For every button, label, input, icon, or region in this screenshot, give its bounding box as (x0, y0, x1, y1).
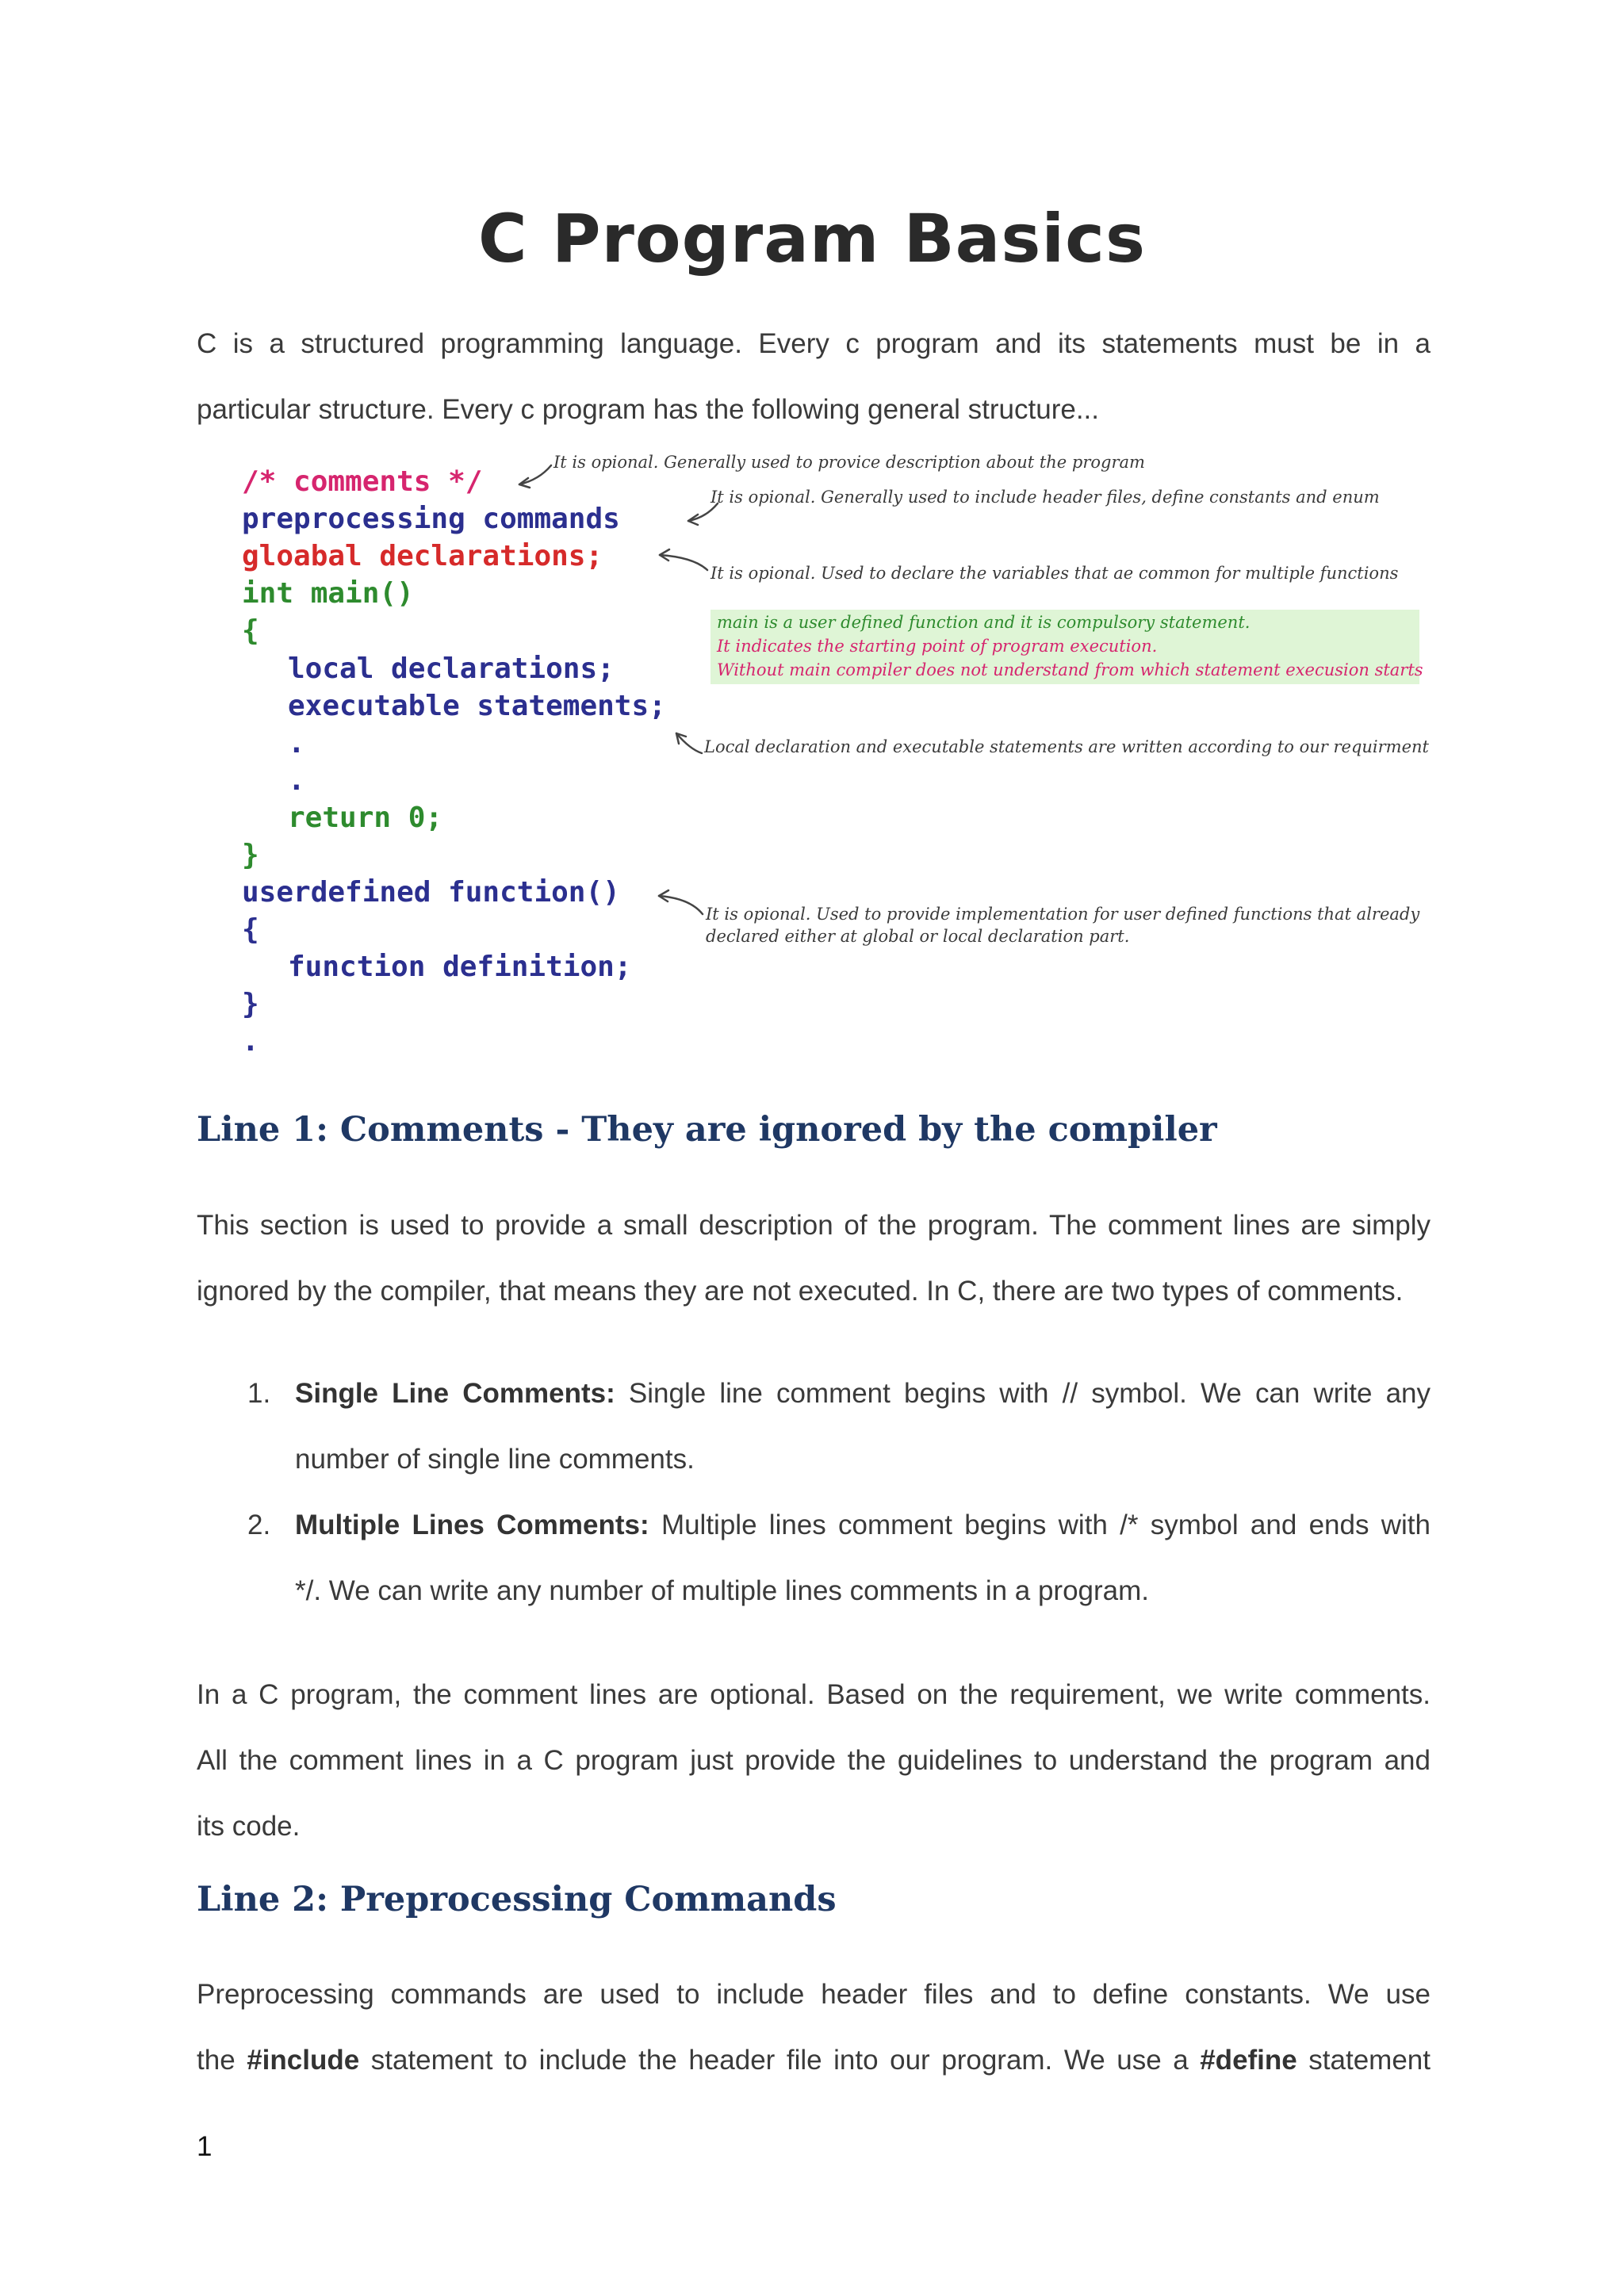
code-dot-2: . (288, 764, 305, 797)
comment-types-list (197, 1360, 1431, 1624)
note-comments: It is opional. Generally used to provice description about the program (553, 453, 1145, 472)
intro-paragraph (197, 311, 1431, 442)
list-text-line-2: number of single line comments. (295, 1444, 695, 1475)
code-dot-1: . (288, 727, 305, 760)
text-segment: statement (1297, 2045, 1431, 2076)
list-number: 1. (247, 1378, 271, 1409)
section1-p2-line-1: In a C program, the comment lines are optional. Based on the requirement, we write comments. (197, 1679, 1431, 1710)
section2-paragraph (197, 1961, 1431, 2093)
code-close-brace-2: } (242, 988, 259, 1020)
section1-p2-line-3: its code. (197, 1811, 301, 1842)
note-userfn-1: It is opional. Used to provide implementation for user defined functions that already (706, 905, 1420, 924)
arrow-global-icon (660, 555, 707, 570)
code-main: int main() (242, 577, 414, 610)
main-note-line-2: It indicates the starting point of program execution. (717, 637, 1158, 656)
note-global: It is opional. Used to declare the variables that ae common for multiple functions (710, 564, 1399, 583)
define-keyword: #define (1200, 2045, 1297, 2076)
note-preprocessing: It is opional. Generally used to include header files, define constants and enum (710, 488, 1380, 507)
intro-line-1: C is a structured programming language. Every c program and its statements must be in a (197, 328, 1431, 359)
code-comments: /* comments */ (242, 465, 483, 498)
code-local-declarations: local declarations; (288, 652, 615, 685)
code-return: return 0; (288, 802, 443, 834)
main-note-line-1: main is a user defined function and it is compulsory statement. (717, 613, 1251, 632)
section1-paragraph-2 (197, 1662, 1431, 1859)
list-text-line-2: */. We can write any number of multiple lines comments in a program. (295, 1575, 1150, 1606)
section2-line-1: Preprocessing commands are used to include header files and to define constants. We use (197, 1979, 1431, 2010)
list-item-single-line (197, 1360, 1431, 1492)
arrow-userfn-icon (659, 896, 703, 914)
section1-p1-line-1: This section is used to provide a small description of the program. The comment lines are simply (197, 1210, 1431, 1241)
list-text: Single line comment begins with // symbol. We can write any (615, 1378, 1431, 1409)
list-number: 2. (247, 1510, 271, 1540)
main-note-line-3: Without main compiler does not understand from which statement execusion starts (717, 660, 1423, 679)
annotation-arrows (238, 456, 1427, 1074)
list-item-multiple-lines (197, 1492, 1431, 1624)
note-local: Local declaration and executable statements are written according to our requirment (704, 737, 1429, 756)
list-text: Multiple lines comment begins with /* symbol and ends with (649, 1510, 1431, 1540)
section1-heading: Line 1: Comments - They are ignored by the compiler (197, 1110, 1217, 1150)
list-label: Multiple Lines Comments: (295, 1510, 649, 1540)
code-preprocessing: preprocessing commands (242, 503, 620, 535)
code-open-brace-2: { (242, 913, 259, 946)
section1-p2-line-2: All the comment lines in a C program just provide the guidelines to understand the program and (197, 1745, 1431, 1776)
code-executable-statements: executable statements; (288, 690, 666, 722)
arrow-local-icon (676, 733, 702, 753)
section2-line-2 (197, 2027, 1431, 2093)
section2-heading: Line 2: Preprocessing Commands (197, 1880, 837, 1919)
intro-line-2: particular structure. Every c program has the following general structure... (197, 394, 1099, 425)
page-number: 1 (197, 2131, 213, 2162)
code-open-brace-1: { (242, 614, 259, 647)
include-keyword: #include (247, 2045, 360, 2076)
code-global-declarations: gloabal declarations; (242, 540, 603, 572)
section1-p1-line-2: ignored by the compiler, that means they are not executed. In C, there are two types of comments. (197, 1276, 1404, 1307)
code-dot-3: . (242, 1025, 259, 1058)
list-label: Single Line Comments: (295, 1378, 615, 1409)
page-title: C Program Basics (478, 200, 1146, 277)
text-segment: the (197, 2045, 247, 2076)
c-structure-diagram (238, 453, 1429, 1074)
text-segment: statement to include the header file into our program. We use a (359, 2045, 1201, 2076)
code-function-definition: function definition; (288, 951, 632, 983)
code-userdefined-function: userdefined function() (242, 876, 620, 909)
note-userfn-2: declared either at global or local declaration part. (706, 927, 1130, 946)
code-close-brace-1: } (242, 839, 259, 871)
section1-paragraph-1 (197, 1192, 1431, 1324)
